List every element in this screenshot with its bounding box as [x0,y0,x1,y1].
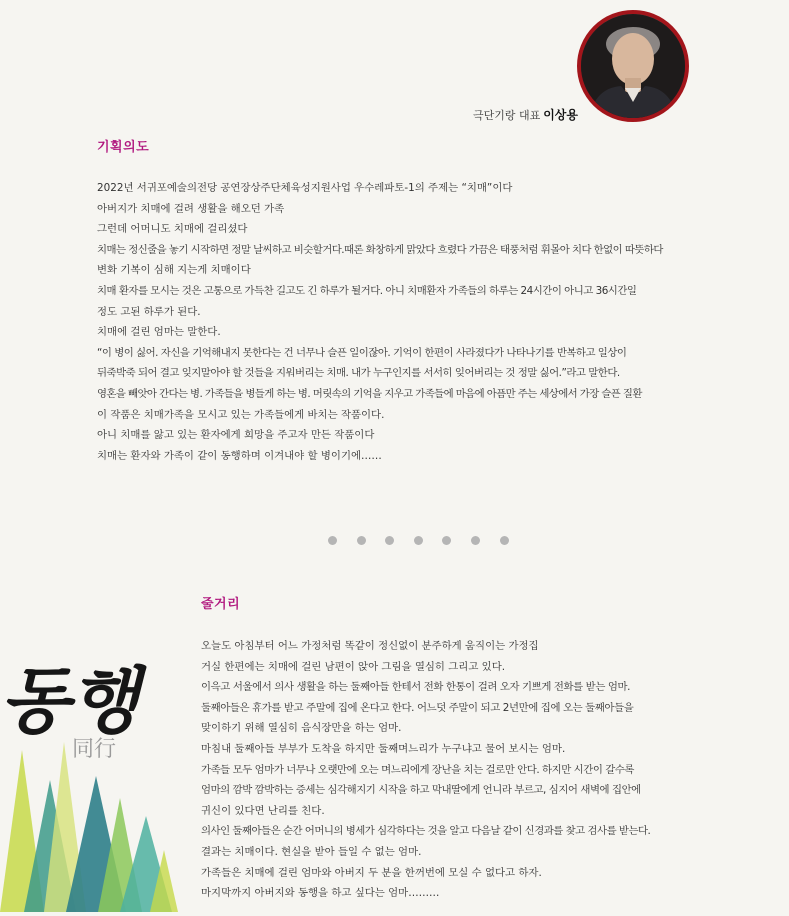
text-line: 마침내 둘째아들 부부가 도착을 하지만 둘째며느리가 누구냐고 물어 보시는 엄마. [201,742,566,755]
text-line: 이 작품은 치매가족을 모시고 있는 가족들에게 바치는 작품이다. [97,408,385,421]
divider-dot [357,536,366,545]
section-divider-dots [328,530,528,549]
text-line: 이윽고 서울에서 의사 생활을 하는 둘째아들 한테서 전화 한통이 걸려 오자 기쁘게 전화를 받는 엄마. [201,681,631,694]
planning-intent-paragraph [97,178,747,466]
section-heading-synopsis: 줄거리 [201,597,241,612]
text-line: 치매는 정신줄을 놓기 시작하면 정말 날씨하고 비슷할거다.때론 화창하게 맑았다 흐렸다 가끔은 태풍처럼 휘몰아 치다 한없이 따뜻하다 [97,243,663,256]
text-line: 변화 기복이 심해 지는게 치매이다 [97,264,251,277]
divider-dot [328,536,337,545]
text-line: 귀신이 있다면 난리를 친다. [201,804,325,817]
text-line: 뒤죽박죽 되어 결고 잊지말아야 할 것들을 지워버리는 치매. 내가 누구인지를 서서히 잊어버리는 것 정말 싫어.”라고 말한다. [97,367,620,380]
person-photo-icon [581,14,685,118]
director-name: 이상용 [543,108,578,122]
text-line: 거실 한편에는 치매에 걸린 남편이 앉아 그림을 열심히 그리고 있다. [201,660,506,673]
text-line: 치매는 환자와 가족이 같이 동행하며 이겨내야 할 병이기에…… [97,449,382,462]
text-line: 결과는 치매이다. 현실을 받아 들일 수 없는 엄마. [201,845,422,858]
text-line: 의사인 둘째아들은 순간 어머니의 병세가 심각하다는 것을 알고 다음날 같이 신경과를 찾고 검사를 받는다. [201,825,651,838]
calligraphy-trees-illustration [0,630,180,912]
director-portrait [577,10,689,122]
text-line: 2022년 서귀포예술의전당 공연장상주단체육성지원사업 우수레파토-1의 주제는 “치매”이다 [97,182,513,194]
text-line: 정도 고된 하루가 된다. [97,305,201,318]
text-line: 치매에 걸린 엄마는 말한다. [97,326,221,339]
divider-dot [471,536,480,545]
text-line: 오늘도 아침부터 어느 가정처럼 똑같이 정신없이 분주하게 움직이는 가정집 [201,640,539,652]
synopsis-paragraph [201,636,761,904]
director-credit [420,106,578,123]
section-heading-planning-intent: 기획의도 [97,140,150,155]
text-line: 가족들 모두 엄마가 너무나 오랫만에 오는 며느리에게 장난을 치는 걸로만 안다. 하지만 시간이 갈수록 [201,763,635,776]
title-calligraphy-illustration [0,630,180,912]
text-line: 영혼을 빼앗아 간다는 병. 가족들을 병들게 하는 병. 머릿속의 기억을 지우고 가족들에 마음에 아픔만 주는 세상에서 가장 슬픈 질환 [97,387,642,400]
text-line: 아니 치매를 앓고 있는 환자에게 희망을 주고자 만든 작품이다 [97,429,375,442]
text-line: 아버지가 치매에 걸려 생활을 해오던 가족 [97,202,285,215]
text-line: “이 병이 싫어. 자신을 기억해내지 못한다는 건 너무나 슬픈 일이잖아. 기억이 한편이 사라졌다가 나타나기를 반복하고 일상이 [97,346,627,359]
text-line: 치매 환자를 모시는 것은 고통으로 가득찬 길고도 긴 하루가 될거다. 아니 치매환자 가족들의 하루는 24시간이 아니고 36시간일 [97,284,637,297]
divider-dot [500,536,509,545]
text-line: 맞이하기 위해 열심히 음식장만을 하는 엄마. [201,722,402,735]
text-line: 둘째아들은 휴가를 받고 주말에 집에 온다고 한다. 어느덧 주말이 되고 2년만에 집에 오는 둘째아들을 [201,701,634,714]
text-line: 그런데 어머니도 치매에 걸리셨다 [97,223,248,236]
calligraphy-hanja: 同行 [72,737,117,762]
text-line: 마지막까지 아버지와 동행을 하고 싶다는 엄마……… [201,887,440,900]
calligraphy-title: 동행 [0,658,140,743]
text-line: 엄마의 깜박 깜박하는 증세는 심각해지기 시작을 하고 막내딸에게 언니라 부르고, 심지어 새벽에 집안에 [201,784,641,797]
divider-dot [414,536,423,545]
divider-dot [442,536,451,545]
text-line: 가족들은 치매에 걸린 엄마와 아버지 두 분을 한꺼번에 모실 수 없다고 하자. [201,866,542,879]
director-role: 극단기랑 대표 [472,109,541,122]
divider-dot [385,536,394,545]
